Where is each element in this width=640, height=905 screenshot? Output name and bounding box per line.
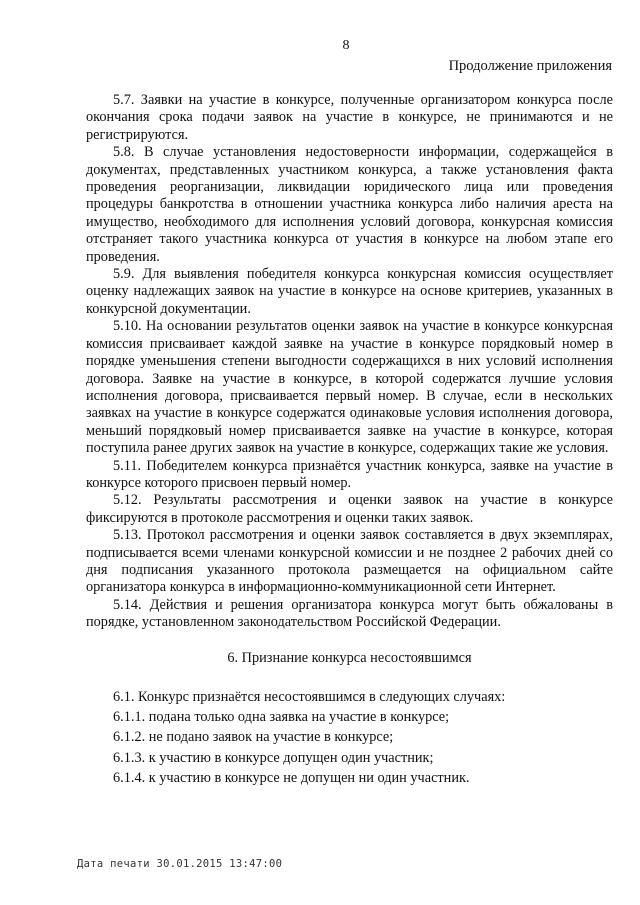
paragraph-5-11: 5.11. Победителем конкурса признаётся участник конкурса, заявке на участие в конкурсе которого присвоен первый номер.: [86, 457, 613, 491]
paragraph-5-10: 5.10. На основании результатов оценки заявок на участие в конкурсе конкурсная комиссия присваивает каждой заявке на участие в конкурсе порядковый номер в порядке уменьшения степени выгодности содержащихся в них условий исполнения договора. Заявке на участие в конкурсе, в которой содержатся лучшие условия исполнения договора, присваивается первый номер. В случае, если в нескольких заявках на участие в конкурсе содержатся одинаковые условия исполнения договора, меньший порядковый номер присваивается заявке на участие в конкурсе, которая поступила ранее других заявок на участие в конкурсе, содержащих такие же условия.: [86, 318, 613, 457]
page-number: 8: [342, 38, 350, 53]
paragraph-5-7: 5.7. Заявки на участие в конкурсе, полученные организатором конкурса после окончания срока подачи заявок на участие в конкурсе, не принимаются и не регистрируются.: [86, 92, 613, 143]
list-item: 6.1.2. не подано заявок на участие в конкурсе;: [113, 729, 394, 746]
document-body: [86, 92, 613, 790]
section-heading: 6. Признание конкурса несостоявшимся: [227, 649, 472, 666]
paragraph-5-12: 5.12. Результаты рассмотрения и оценки заявок на участие в конкурсе фиксируются в протоколе рассмотрения и оценки таких заявок.: [86, 492, 613, 526]
paragraph-5-9: 5.9. Для выявления победителя конкурса конкурсная комиссия осуществляет оценку надлежащих заявок на участие в конкурсе на основе критериев, указанных в конкурсной документации.: [86, 266, 613, 317]
list-item: 6.1.1. подана только одна заявка на участие в конкурсе;: [113, 709, 450, 726]
list-item: 6.1.4. к участию в конкурсе не допущен ни один участник.: [113, 769, 470, 786]
continuation-label: Продолжение приложения: [448, 58, 612, 74]
list-item: 6.1. Конкурс признаётся несостоявшимся в следующих случаях:: [113, 689, 506, 705]
paragraph-5-13: 5.13. Протокол рассмотрения и оценки заявок составляется в двух экземплярах, подписывается всеми членами конкурсной комиссии и не позднее 2 рабочих дней со дня подписания указанного протокола размещается на официальном сайте организатора конкурса в информационно-коммуникационной сети Интернет.: [86, 527, 613, 596]
paragraph-5-14: 5.14. Действия и решения организатора конкурса могут быть обжалованы в порядке, установленном законодательством Российской Федерации.: [86, 596, 613, 631]
list-item: 6.1.3. к участию в конкурсе допущен один участник;: [113, 749, 434, 766]
paragraph-5-8: 5.8. В случае установления недостоверности информации, содержащейся в документах, представленных участником конкурса, а также установления факта проведения реорганизации, ликвидации юридического лица или проведения процедуры банкротства в отношении участника конкурса либо наличия ареста на имущество, необходимого для исполнения условий договора, конкурсная комиссия отстраняет такого участника конкурса от участия в конкурсе на любом этапе его проведения.: [86, 144, 613, 265]
print-date-footer: Дата печати 30.01.2015 13:47:00: [77, 858, 283, 870]
